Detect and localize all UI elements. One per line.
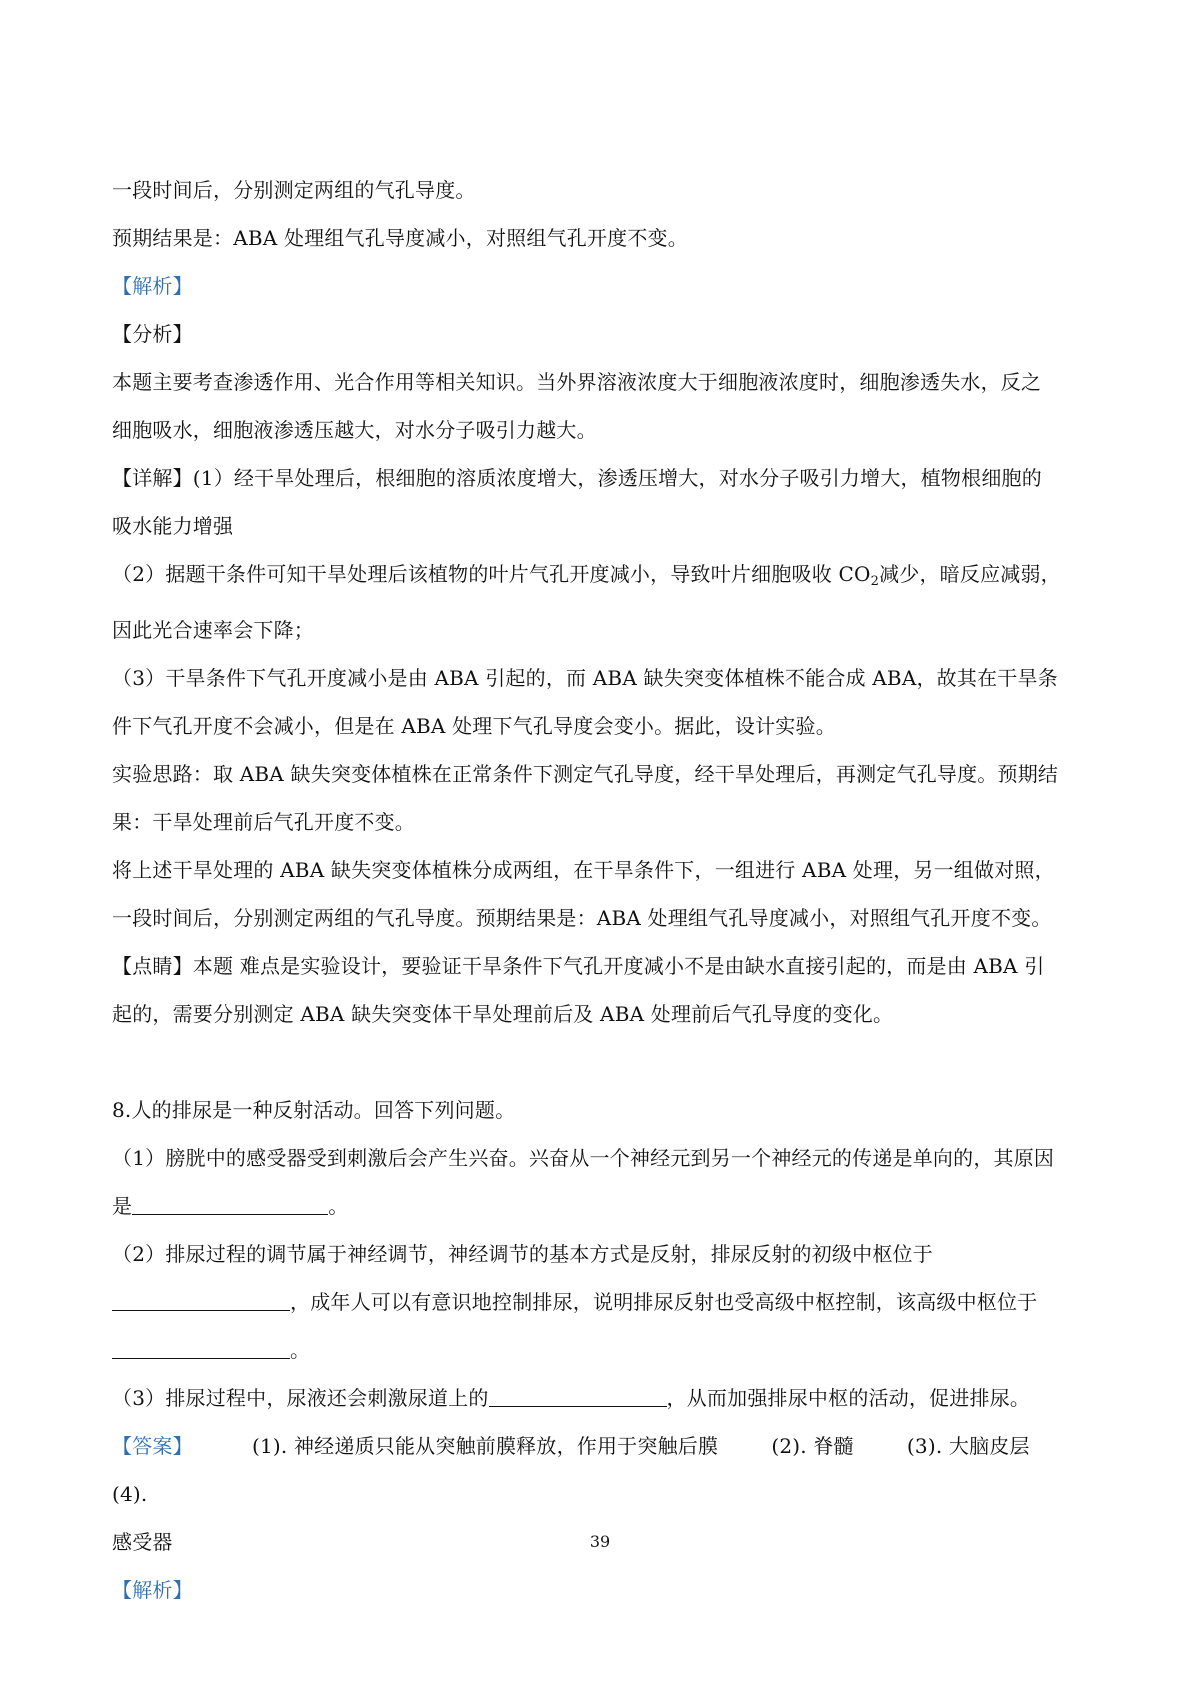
section-label-analysis: 【解析】 [112,274,193,298]
text-line: 吸水能力增强 [112,514,234,538]
section-label-fenxi: 【分析】 [112,322,193,346]
question-8-part-1: （1）膀胱中的感受器受到刺激后会产生兴奋。兴奋从一个神经元到另一个神经元的传递是单向的，其原因 [112,1146,1055,1170]
text-line: 一段时间后，分别测定两组的气孔导度。预期结果是：ABA 处理组气孔导度减小，对照组气孔开度不变。 [112,906,1052,930]
text-part: ，成年人可以有意识地控制排尿，说明排尿反射也受高级中枢控制，该高级中枢位于 [290,1290,1038,1314]
text-line: 将上述干旱处理的 ABA 缺失突变体植株分成两组，在干旱条件下，一组进行 ABA 处理，另一组做对照， [112,858,1055,882]
text-line: 果：干旱处理前后气孔开度不变。 [112,810,415,834]
text-line: 起的，需要分别测定 ABA 缺失突变体干旱处理前后及 ABA 处理前后气孔导度的变化。 [112,1002,894,1026]
text-line: 【点睛】本题 难点是实验设计，要验证干旱条件下气孔开度减小不是由缺水直接引起的，而是由 ABA 引 [112,954,1045,978]
answer-blank [112,1334,290,1359]
text-line: 【详解】(1）经干旱处理后，根细胞的溶质浓度增大，渗透压增大，对水分子吸引力增大，植物根细胞的 [112,466,1042,490]
text-part: ，从而加强排尿中枢的活动，促进排尿。 [666,1386,1031,1410]
text-line: 一段时间后，分别测定两组的气孔导度。 [112,178,476,202]
text-line: （3）干旱条件下气孔开度减小是由 ABA 引起的，而 ABA 缺失突变体植株不能合成 ABA，故其在干旱条 [112,666,1058,690]
text-part: 减少，暗反应减弱， [879,562,1061,586]
answer-blank [132,1190,328,1215]
text-line: 本题主要考查渗透作用、光合作用等相关知识。当外界溶液浓度大于细胞液浓度时，细胞渗透失水，反之 [112,370,1042,394]
answer-line [112,1422,1100,1518]
answer-1: (1). 神经递质只能从突触前膜释放，作用于突触后膜 [251,1434,719,1458]
question-8-part-2: （2）排尿过程的调节属于神经调节，神经调节的基本方式是反射，排尿反射的初级中枢位于 [112,1242,933,1266]
answer-blank [489,1382,667,1407]
answer-blank [112,1286,290,1311]
answer-2: (2). 脊髓 [771,1434,854,1458]
answer-label: 【答案】 [112,1434,193,1458]
subscript: 2 [870,574,880,589]
question-8-part-2-blank-line [112,1326,1100,1374]
document-body [112,166,1100,1614]
text-line-co2 [112,550,1100,606]
text-part: 。 [290,1338,311,1362]
text-part: 是 [112,1194,133,1218]
section-label-analysis: 【解析】 [112,1578,193,1602]
answer-3: (3). 大脑皮层 [906,1434,1030,1458]
question-8-part-3 [112,1374,1100,1422]
text-line: 预期结果是：ABA 处理组气孔导度减小，对照组气孔开度不变。 [112,226,688,250]
page-number: 39 [589,1532,611,1551]
question-8-part-1-blank-line [112,1182,1100,1230]
question-8-title: 8.人的排尿是一种反射活动。回答下列问题。 [112,1098,516,1122]
text-line: 细胞吸水，细胞液渗透压越大，对水分子吸引力越大。 [112,418,597,442]
text-part: （3）排尿过程中，尿液还会刺激尿道上的 [112,1386,489,1410]
text-part: 。 [328,1194,349,1218]
text-line: 实验思路：取 ABA 缺失突变体植株在正常条件下测定气孔导度，经干旱处理后，再测定气孔导度。预期结 [112,762,1059,786]
question-8-part-2-blank-line [112,1278,1100,1326]
spacer [112,1038,1100,1086]
text-line: 件下气孔开度不会减小，但是在 ABA 处理下气孔导度会变小。据此，设计实验。 [112,714,836,738]
answer-4: (4). [112,1482,148,1506]
answer-4-text: 感受器 [112,1530,173,1554]
text-part: （2）据题干条件可知干旱处理后该植物的叶片气孔开度减小，导致叶片细胞吸收 CO [112,562,871,586]
text-line: 因此光合速率会下降； [112,618,314,642]
